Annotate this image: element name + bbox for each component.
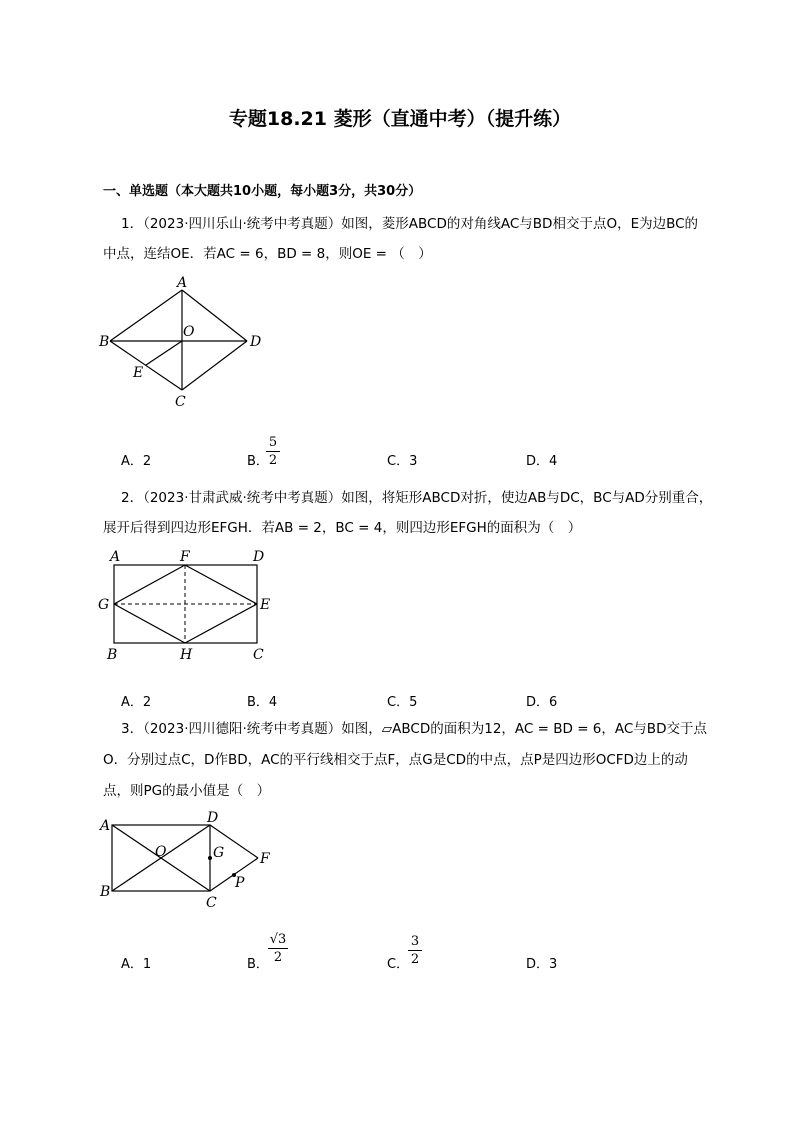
q1-label-o: O: [183, 324, 195, 340]
question-2-line-1: [121, 488, 712, 508]
q3-label-b: B: [100, 884, 111, 900]
q2-label-a: A: [110, 549, 121, 565]
page-title: 专题18.21 菱形（直通中考）（提升练）: [228, 108, 572, 130]
question-1-line-1: [121, 214, 698, 234]
question-2-stem-2: 展开后得到四边形EFGH．若AB = 2，BC = 4，则四边形EFGH的面积为（ ）: [103, 520, 582, 536]
q2-label-b: B: [107, 647, 118, 663]
question-3-option-b[interactable]: B．: [247, 957, 269, 972]
section-heading: 一、单选题（本大题共10小题，每小题3分，共30分）: [103, 184, 422, 199]
question-3-stem-2: O．分别过点C，D作BD，AC的平行线相交于点F，点G是CD的中点，点P是四边形OCFD边上的动: [103, 752, 688, 768]
question-3-option-c[interactable]: C．: [387, 957, 410, 972]
question-2-option-c[interactable]: C．5: [387, 695, 418, 710]
q3-label-f: F: [260, 851, 270, 867]
question-3-number: 3．: [121, 721, 144, 737]
q3-label-d: D: [207, 810, 219, 826]
question-3-option-d[interactable]: D．3: [526, 957, 558, 972]
question-3-stem-3: 点，则PG的最小值是（ ）: [103, 783, 271, 799]
question-1-option-a[interactable]: A．2: [121, 454, 152, 469]
question-2-option-d[interactable]: D．6: [526, 695, 558, 710]
question-3-option-c-fraction: 3 2: [408, 934, 422, 967]
question-3-stem-1: （2023·四川德阳·统考中考真题）如图，▱ABCD的面积为12，AC = BD = 6，AC与BD交于点: [143, 721, 707, 737]
question-2-figure: [95, 545, 280, 665]
question-1-option-b[interactable]: B．: [247, 454, 269, 469]
question-3-option-b-fraction: √3 2: [269, 932, 287, 965]
question-1-stem-2: 中点，连结OE．若AC = 6，BD = 8，则OE = （ ）: [103, 246, 432, 262]
question-1-option-d[interactable]: D．4: [526, 454, 558, 469]
q1-label-b: B: [99, 334, 110, 350]
q3-label-a: A: [100, 818, 111, 834]
question-2-stem-1: （2023·甘肃武威·统考中考真题）如图，将矩形ABCD对折，使边AB与DC，BC与AD分别重合，: [143, 490, 713, 506]
q2-label-d: D: [253, 549, 265, 565]
q3-label-p: P: [235, 875, 245, 891]
question-1-option-b-fraction: 5 2: [266, 435, 280, 468]
q3-label-g: G: [213, 845, 225, 861]
q1-label-d: D: [250, 334, 262, 350]
question-3-option-a[interactable]: A．1: [121, 957, 152, 972]
question-2-option-a[interactable]: A．2: [121, 695, 152, 710]
q3-label-o: O: [155, 844, 167, 860]
q2-label-g: G: [98, 597, 110, 613]
q2-label-c: C: [253, 647, 264, 663]
q3-label-c: C: [206, 895, 217, 911]
q1-label-a: A: [177, 275, 188, 291]
q2-label-e: E: [260, 597, 271, 613]
question-1-stem-1: （2023·四川乐山·统考中考真题）如图，菱形ABCD的对角线AC与BD相交于点O，E为边BC的: [143, 216, 699, 232]
q1-label-c: C: [175, 394, 186, 410]
question-2-number: 2．: [121, 490, 144, 506]
question-1-option-c[interactable]: C．3: [387, 454, 418, 469]
q1-label-e: E: [133, 365, 144, 381]
question-1-number: 1．: [121, 216, 144, 232]
question-3-figure: [95, 808, 280, 918]
question-1-figure: [95, 272, 270, 412]
q2-label-f: F: [180, 549, 190, 565]
question-3-line-1: [121, 719, 707, 739]
question-2-option-b[interactable]: B．4: [247, 695, 278, 710]
q2-label-h: H: [180, 647, 193, 663]
